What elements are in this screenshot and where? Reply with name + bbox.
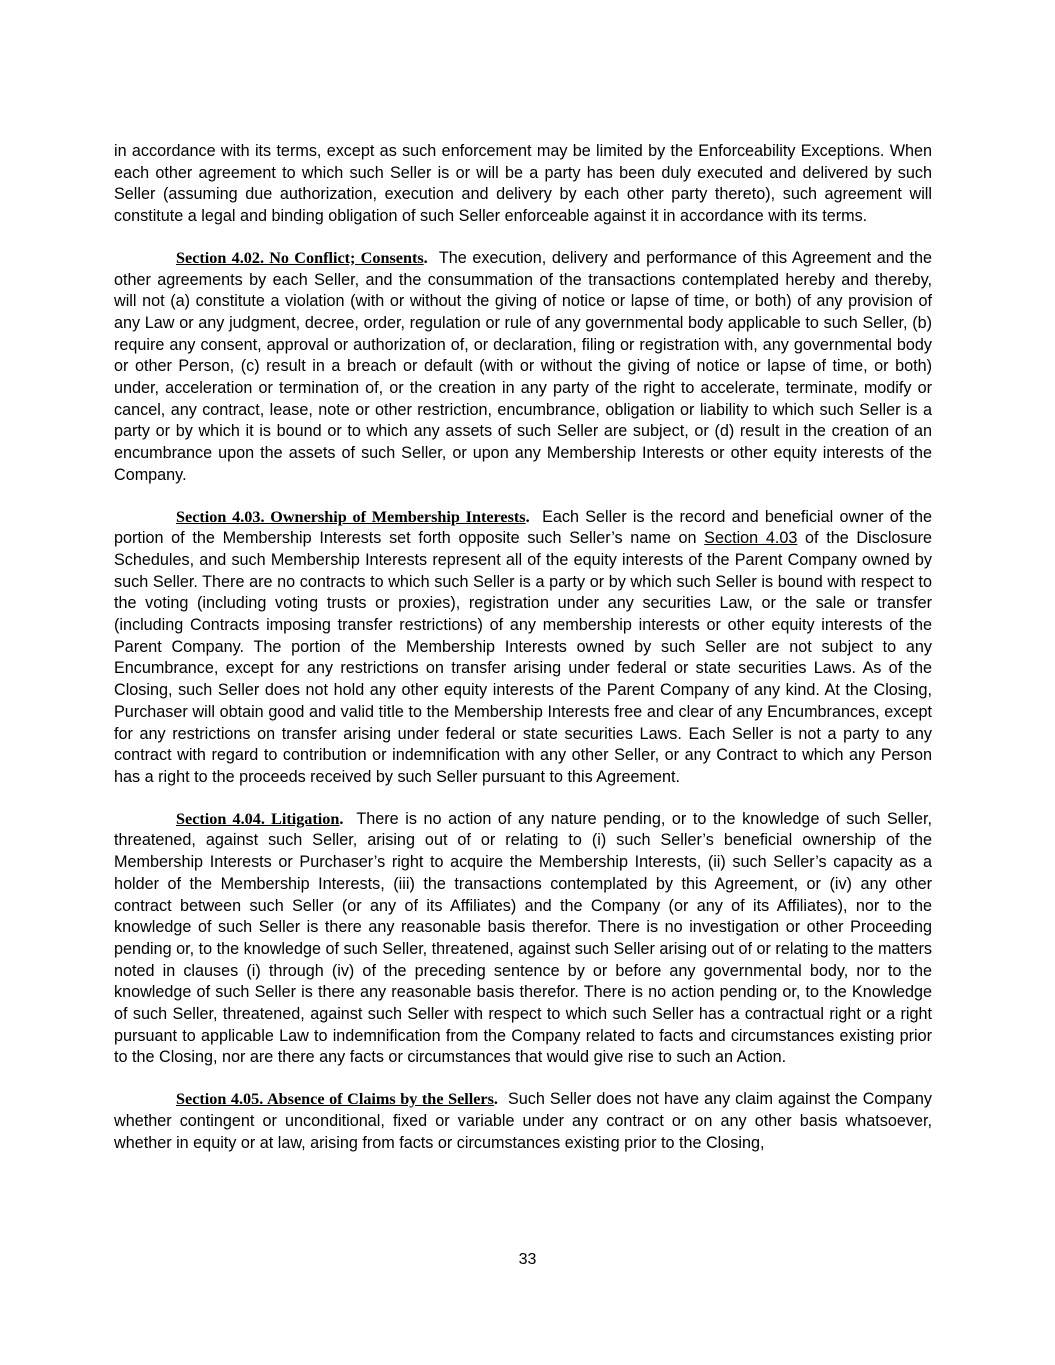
heading-period: . xyxy=(423,248,428,267)
page-number: 33 xyxy=(518,1251,537,1268)
section-4-03-body-after: of the Disclosure Schedules, and such Membership Interests represent all of the equity interests of the Parent Company owned by such Seller. There are no contracts to which such Seller is a party or by which such Seller is bound with respect to the voting (including voting trusts or proxies), registration under any securities Law, or the sale or transfer (including Contracts imposing transfer restrictions) of any membership interests or other equity interests of the Parent Company. The portion of the Membership Interests owned by such Seller are not subject to any Encumbrance, except for any restrictions on transfer arising under federal or state securities Laws. As of the Closing, such Seller does not hold any other equity interests of the Parent Company of any kind. At the Closing, Purchaser will obtain good and valid title to the Membership Interests free and clear of any Encumbrances, except for any restrictions on transfer arising under federal or state securities Laws. Each Seller is not a party to any contract with regard to contribution or indemnification with any other Seller, or any Contract to which any Person has a right to the proceeds received by such Seller pursuant to this Agreement. xyxy=(114,529,932,786)
section-4-03-heading: Section 4.03. Ownership of Membership Interests xyxy=(176,507,526,526)
section-4-03-cross-reference: Section 4.03 xyxy=(704,529,798,548)
intro-paragraph xyxy=(114,141,932,228)
section-4-02-body: The execution, delivery and performance of this Agreement and the other agreements by each Seller, and the consummation of the transactions contemplated hereby and thereby, will not (a) constitute a violation (with or without the giving of notice or lapse of time, or both) of any provision of any Law or any judgment, decree, order, regulation or rule of any governmental body applicable to such Seller, (b) require any consent, approval or authorization of, or declaration, filing or registration with, any governmental body or other Person, (c) result in a breach or default (with or without the giving of notice or lapse of time, or both) under, acceleration or termination of, or the creation in any party of the right to accelerate, terminate, modify or cancel, any contract, lease, note or other restriction, encumbrance, obligation or liability to which such Seller is a party or by which it is bound or to which any assets of such Seller are subject, or (d) result in the creation of an encumbrance upon the assets of such Seller, or upon any Membership Interests or other equity interests of the Company. xyxy=(114,248,933,484)
heading-period: . xyxy=(525,507,530,526)
section-4-04-paragraph xyxy=(114,809,932,1069)
heading-period: . xyxy=(339,809,344,828)
heading-period: . xyxy=(493,1090,498,1109)
section-4-05-heading: Section 4.05. Absence of Claims by the Sellers xyxy=(176,1090,494,1109)
section-4-05-paragraph xyxy=(114,1089,932,1154)
section-4-03-body-before: Each Seller is the record and beneficial owner of the portion of the Membership Interests set forth opposite such Seller’s name on xyxy=(114,507,933,548)
intro-text: in accordance with its terms, except as such enforcement may be limited by the Enforceability Exceptions. When each other agreement to which such Seller is or will be a party has been duly executed and delivered by such Seller (assuming due authorization, execution and delivery by each other party thereto), such agreement will constitute a legal and binding obligation of such Seller enforceable against it in accordance with its terms. xyxy=(114,142,932,226)
section-4-05-body: Such Seller does not have any claim against the Company whether contingent or unconditional, fixed or variable under any contract or on any other basis whatsoever, whether in equity or at law, arising from facts or circumstances existing prior to the Closing, xyxy=(114,1090,932,1152)
section-4-04-body: There is no action of any nature pending, or to the knowledge of such Seller, threatened, against such Seller, arising out of or relating to (i) such Seller’s beneficial ownership of the Membership Interests or Purchaser’s right to acquire the Membership Interests, (ii) such Seller’s capacity as a holder of the Membership Interests, (iii) the transactions contemplated by this Agreement, or (iv) any other contract between such Seller (or any of its Affiliates) and the Company (or any of its Affiliates), nor to the knowledge of such Seller is there any reasonable basis therefor. There is no investigation or other Proceeding pending or, to the knowledge of such Seller, threatened, against such Seller arising out of or relating to the matters noted in clauses (i) through (iv) of the preceding sentence by or before any governmental body, nor to the knowledge of such Seller is there any reasonable basis therefor. There is no action pending or, to the Knowledge of such Seller, threatened, against such Seller with respect to which such Seller has a contractual right or a right pursuant to applicable Law to indemnification from the Company related to facts and circumstances existing prior to the Closing, nor are there any facts or circumstances that would give rise to such an Action. xyxy=(114,809,932,1067)
section-4-02-heading: Section 4.02. No Conflict; Consents xyxy=(176,248,424,267)
section-4-03-paragraph xyxy=(114,507,932,789)
section-4-02-paragraph xyxy=(114,248,932,487)
document-page xyxy=(114,141,932,1174)
section-4-04-heading: Section 4.04. Litigation xyxy=(176,809,340,828)
